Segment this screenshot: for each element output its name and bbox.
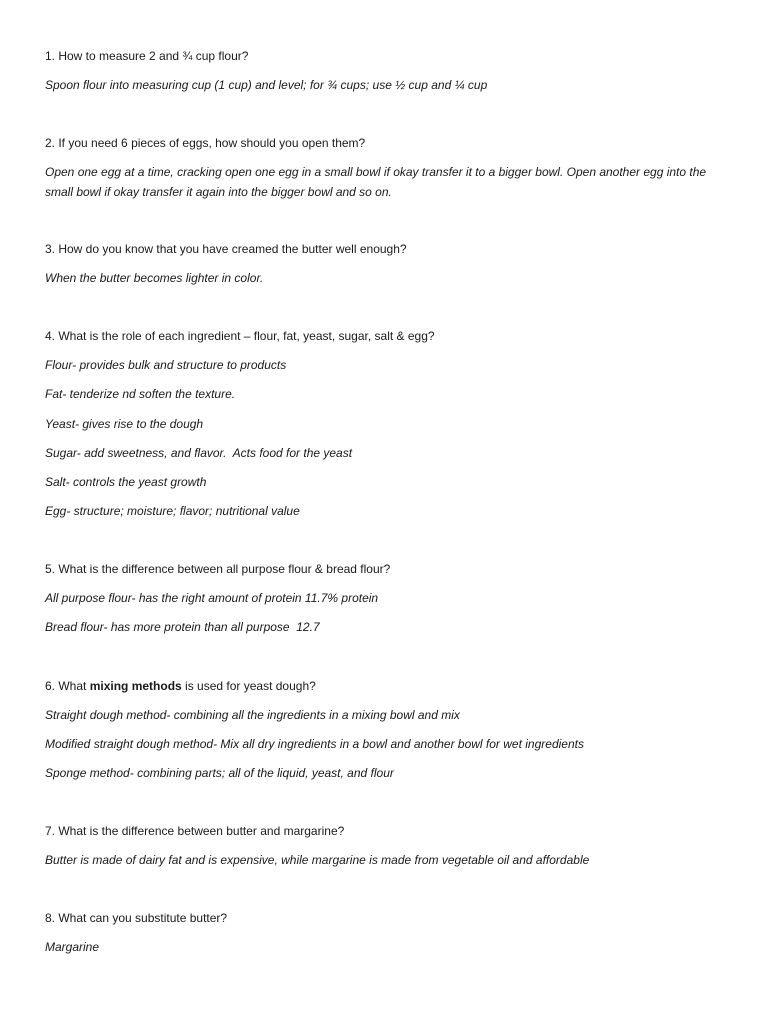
answer-6-3: Sponge method- combining parts; all of the liquid, yeast, and flour: [45, 766, 394, 780]
answer-4-5: Salt- controls the yeast growth: [45, 475, 207, 489]
answer-4-1: Flour- provides bulk and structure to products: [45, 358, 287, 372]
answer-5-1: All purpose flour- has the right amount of protein 11.7% protein: [45, 591, 379, 605]
question-5: 5. What is the difference between all purpose flour & bread flour?: [45, 562, 391, 576]
question-6-suffix: is used for yeast dough?: [181, 679, 316, 693]
answer-4-2: Fat- tenderize nd soften the texture.: [45, 387, 236, 401]
answer-4-6: Egg- structure; moisture; flavor; nutritional value: [45, 504, 300, 518]
question-6-bold-term: mixing methods: [89, 679, 182, 693]
question-6-prefix: 6. What: [45, 679, 90, 693]
answer-1-1: Spoon flour into measuring cup (1 cup) and level; for ¾ cups; use ½ cup and ¼ cup: [45, 78, 488, 92]
answer-3-1: When the butter becomes lighter in color.: [45, 271, 264, 285]
answer-5-2: Bread flour- has more protein than all purpose 12.7: [45, 620, 320, 634]
question-1: 1. How to measure 2 and ¾ cup flour?: [45, 49, 249, 63]
answer-7-1: Butter is made of dairy fat and is expensive, while margarine is made from vegetable oil and affordable: [45, 853, 590, 867]
answer-2-1: Open one egg at a time, cracking open one egg in a small bowl if okay transfer it to a bigger bowl. Open another egg into the small bowl if okay transfer it again into the bigger bowl and so on.: [45, 165, 710, 199]
answer-4-3: Yeast- gives rise to the dough: [45, 417, 204, 431]
question-6: [45, 676, 735, 696]
answer-4-4: Sugar- add sweetness, and flavor. Acts food for the yeast: [45, 446, 353, 460]
answer-6-2: Modified straight dough method- Mix all dry ingredients in a bowl and another bowl for wet ingredients: [45, 737, 584, 751]
answer-8-1: Margarine: [45, 940, 100, 954]
question-4: 4. What is the role of each ingredient – flour, fat, yeast, sugar, salt & egg?: [45, 329, 435, 343]
question-2: 2. If you need 6 pieces of eggs, how should you open them?: [45, 136, 366, 150]
question-7: 7. What is the difference between butter and margarine?: [45, 824, 345, 838]
question-3: 3. How do you know that you have creamed the butter well enough?: [45, 242, 407, 256]
answer-6-1: Straight dough method- combining all the ingredients in a mixing bowl and mix: [45, 708, 460, 722]
question-8: 8. What can you substitute butter?: [45, 911, 228, 925]
